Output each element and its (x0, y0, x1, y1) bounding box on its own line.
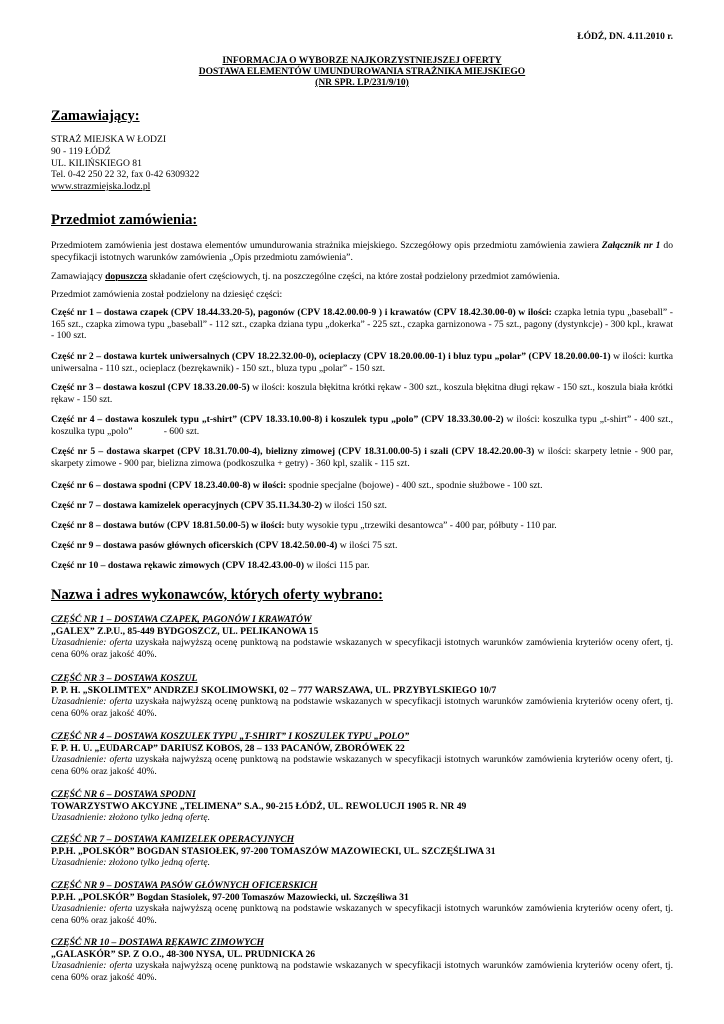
winner-justification (51, 903, 673, 926)
part-title: Część nr 1 – dostawa czapek (CPV 18.44.33.20-5), pagonów (CPV 18.42.00.00-9 ) i krawatów (CPV 18.42.30.00-0) w ilości: (51, 307, 552, 318)
subject-paragraph-3: Przedmiot zamówienia został podzielony na dziesięć części: (51, 289, 283, 300)
justification-text: uzyskała najwyższą ocenę punktową na podstawie wskazanych w specyfikacji istotnych warunków zamówienia kryteriów oceny ofert, tj. cena 60% oraz jakość 40%. (51, 696, 673, 719)
winner-section-title: CZĘŚĆ NR 9 – DOSTAWA PASÓW GŁÓWNYCH OFICERSKICH (51, 880, 318, 891)
justification-label: Uzasadnienie: oferta (51, 696, 133, 708)
winner-justification: Uzasadnienie: złożono tylko jedną ofertę. (51, 812, 211, 824)
winners-heading: Nazwa i adres wykonawców, których oferty wybrano: (51, 587, 383, 603)
part-details: w ilości: kurtka uniwersalna - 110 szt., ocieplacz (bezrękawnik) - 150 szt., bluza typu „polar” - 150 szt. (51, 351, 673, 374)
part-details: w ilości 115 par. (304, 560, 370, 571)
part-item (51, 560, 673, 572)
winner-company: P.P.H. „POLSKÓR” Bogdan Stasiolek, 97-200 Tomaszów Mazowiecki, ul. Szczęśliwa 31 (51, 891, 409, 903)
justification-label: Uzasadnienie: oferta (51, 960, 133, 972)
winner-section (51, 880, 673, 926)
winner-justification (51, 637, 673, 660)
subject-p2-emph: dopuszcza (105, 271, 148, 282)
buyer-name: STRAŻ MIEJSKA W ŁODZI (51, 134, 167, 145)
part-details: w ilości: koszula błękitna krótki rękaw - 300 szt., koszula błękitna długi rękaw - 150 szt., koszula biała krótki rękaw - 150 szt. (51, 382, 673, 405)
part-item (51, 520, 673, 532)
winner-justification (51, 696, 673, 719)
buyer-heading: Zamawiający: (51, 108, 140, 124)
winner-section-title: CZĘŚĆ NR 3 – DOSTAWA KOSZUL (51, 673, 198, 684)
attachment-ref: Załącznik nr 1 (601, 240, 661, 251)
winner-company: „GALEX” Z.P.U., 85-449 BYDGOSZCZ, UL. PELIKANOWA 15 (51, 625, 319, 637)
subject-p2-text: Zamawiający (51, 271, 106, 282)
justification-label: Uzasadnienie: oferta (51, 754, 133, 766)
winner-section-title: CZĘŚĆ NR 6 – DOSTAWA SPODNI (51, 789, 196, 800)
part-details: w ilości 75 szt. (337, 540, 398, 551)
document-date: ŁÓDŹ, DN. 4.11.2010 r. (577, 32, 673, 42)
winner-company: P.P.H. „POLSKÓR” BOGDAN STASIOŁEK, 97-200 TOMASZÓW MAZOWIECKI, UL. SZCZĘŚLIWA 31 (51, 845, 496, 857)
part-details: spodnie specjalne (bojowe) - 400 szt., spodnie służbowe - 100 szt. (286, 480, 543, 491)
winner-section-title: CZĘŚĆ NR 10 – DOSTAWA RĘKAWIC ZIMOWYCH (51, 937, 264, 948)
buyer-postal: 90 - 119 ŁÓDŹ (51, 145, 111, 157)
part-title: Część nr 9 – dostawa pasów głównych oficerskich (CPV 18.42.50.00-4) (51, 540, 338, 551)
document-title (51, 56, 673, 89)
subject-p1-text: Przedmiotem zamówienia jest dostawa elementów umundurowania strażnika miejskiego. Szczegółowy opis przedmiotu zamówienia zawiera (51, 240, 602, 251)
part-title: Część nr 5 – dostawa skarpet (CPV 18.31.70.00-4), bielizny zimowej (CPV 18.31.00.00-5) i szali (CPV 18.42.20.00-3) (51, 446, 535, 457)
winner-section (51, 673, 673, 719)
buyer-street: UL. KILIŃSKIEGO 81 (51, 157, 142, 169)
title-line-3: (NR SPR. LP/231/9/10) (315, 78, 409, 88)
part-item (51, 382, 673, 405)
winner-section-title: CZĘŚĆ NR 7 – DOSTAWA KAMIZELEK OPERACYJNYCH (51, 834, 295, 845)
justification-text: uzyskała najwyższą ocenę punktową na podstawie wskazanych w specyfikacji istotnych warunków zamówienia kryteriów oceny ofert, tj. cena 60% oraz jakość 40%. (51, 903, 673, 926)
part-title: Część nr 3 – dostawa koszul (CPV 18.33.20.00-5) (51, 382, 250, 393)
part-item (51, 540, 673, 552)
subject-paragraph-2 (51, 271, 673, 283)
justification-text: uzyskała najwyższą ocenę punktową na podstawie wskazanych w specyfikacji istotnych warunków zamówienia kryteriów oceny ofert, tj. cena 60% oraz jakość 40%. (51, 637, 673, 660)
part-title: Część nr 6 – dostawa spodni (CPV 18.23.40.00-8) w ilości: (51, 480, 287, 491)
winner-justification (51, 754, 673, 777)
winner-company: „GALASKÓR” SP. Z O.O., 48-300 NYSA, UL. PRUDNICKA 26 (51, 948, 316, 960)
part-title: Część nr 7 – dostawa kamizelek operacyjnych (CPV 35.11.34.30-2) (51, 500, 323, 511)
justification-label: Uzasadnienie: oferta (51, 637, 133, 649)
part-details: buty wysokie typu „trzewiki desantowca” - 400 par, półbuty - 110 par. (284, 520, 557, 531)
buyer-website-link[interactable]: www.strazmiejska.lodz.pl (51, 181, 151, 193)
winner-justification (51, 960, 673, 983)
justification-text: uzyskała najwyższą ocenę punktową na podstawie wskazanych w specyfikacji istotnych warunków zamówienia kryteriów oceny ofert, tj. cena 60% oraz jakość 40%. (51, 754, 673, 777)
part-title: Część nr 10 – dostawa rękawic zimowych (CPV 18.42.43.00-0) (51, 560, 305, 571)
winner-section (51, 614, 673, 660)
winner-section (51, 789, 673, 824)
part-details: w ilości: skarpety letnie - 900 par, skarpety zimowe - 900 par, bielizna zimowa (podkoszulka + getry) - 360 kpl, szalik - 115 szt. (51, 446, 673, 469)
subject-heading: Przedmiot zamówienia: (51, 212, 198, 228)
subject-p1-tail: do specyfikacji istotnych warunków zamówienia „Opis przedmiotu zamówienia”. (51, 240, 673, 263)
part-item (51, 414, 676, 437)
buyer-phone: Tel. 0-42 250 22 32, fax 0-42 6309322 (51, 169, 200, 181)
winner-section-title: CZĘŚĆ NR 1 – DOSTAWA CZAPEK, PAGONÓW I KRAWATÓW (51, 614, 312, 625)
part-details: w ilości 150 szt. (322, 500, 387, 511)
part-details: w ilości: koszulka typu „t-shirt” - 400 szt., koszulka typu „polo” - 600 szt. (51, 414, 676, 437)
winner-section (51, 731, 673, 777)
buyer-address (51, 134, 199, 193)
part-item (51, 307, 673, 342)
title-line-2: DOSTAWA ELEMENTÓW UMUNDUROWANIA STRAŻNIKA MIEJSKIEGO (198, 67, 526, 77)
winner-section-title: CZĘŚĆ NR 4 – DOSTAWA KOSZULEK TYPU „T-SHIRT” I KOSZULEK TYPU „POLO” (51, 731, 410, 742)
part-item (51, 500, 673, 512)
winner-justification: Uzasadnienie: złożono tylko jedną ofertę. (51, 857, 211, 869)
winner-company: F. P. H. U. „EUDARCAP” DARIUSZ KOBOS, 28 – 133 PACANÓW, ZBORÓWEK 22 (51, 742, 405, 754)
winner-company: P. P. H. „SKOLIMTEX” ANDRZEJ SKOLIMOWSKI, 02 – 777 WARSZAWA, UL. PRZYBYLSKIEGO 10/7 (51, 684, 497, 696)
justification-label: Uzasadnienie: oferta (51, 903, 133, 915)
subject-paragraph-1 (51, 240, 673, 263)
part-title: Część nr 4 – dostawa koszulek typu „t-shirt” (CPV 18.33.10.00-8) i koszulek typu „polo” (CPV 18.33.30.00-2) (51, 414, 504, 425)
part-item (51, 351, 673, 374)
part-details: czapka letnia typu „baseball” - 165 szt., czapka zimowa typu „baseball” - 112 szt., czapka dziana typu „dokerka” - 225 szt., czapka garnizonowa - 75 szt., pagony (dystynkcje) - 300 kpl., krawat - 100 szt. (51, 307, 673, 342)
winner-section (51, 937, 673, 983)
justification-text: uzyskała najwyższą ocenę punktową na podstawie wskazanych w specyfikacji istotnych warunków zamówienia kryteriów oceny ofert, tj. cena 60% oraz jakość 40%. (51, 960, 673, 983)
subject-p2-tail: składanie ofert częściowych, tj. na poszczególne części, na które został podzielony przedmiot zamówienia. (147, 271, 560, 282)
part-item (51, 446, 673, 469)
part-title: Część nr 8 – dostawa butów (CPV 18.81.50.00-5) w ilości: (51, 520, 285, 531)
winner-section (51, 834, 673, 869)
winner-company: TOWARZYSTWO AKCYJNE „TELIMENA” S.A., 90-215 ŁÓDŹ, UL. REWOLUCJI 1905 R. NR 49 (51, 800, 467, 812)
title-line-1: INFORMACJA O WYBORZE NAJKORZYSTNIEJSZEJ OFERTY (222, 56, 502, 66)
part-title: Część nr 2 – dostawa kurtek uniwersalnych (CPV 18.22.32.00-0), ocieplaczy (CPV 18.20.00.00-1) i bluz typu „polar” (CPV 18.20.00.00-1) (51, 351, 611, 362)
part-item (51, 480, 673, 492)
